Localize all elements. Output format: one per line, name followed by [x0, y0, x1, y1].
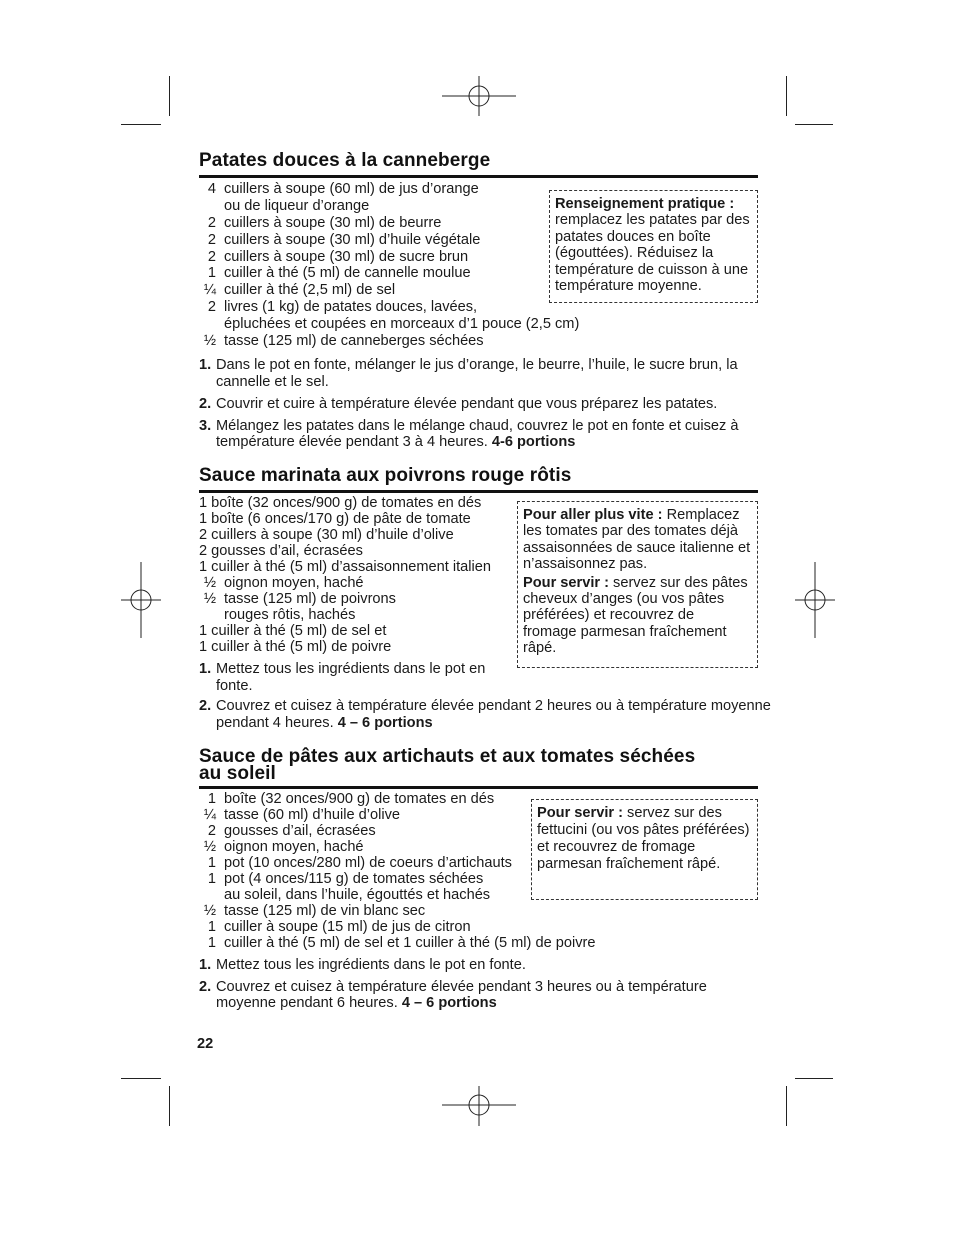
tip-label: Renseignement pratique :: [555, 196, 735, 212]
ingredient-line: 1 cuiller à thé (5 ml) de sel et 1 cuiller à thé (5 ml) de poivre: [207, 935, 596, 951]
ingredient-line: épluchées et coupées en morceaux d’1 pouce (2,5 cm): [224, 316, 580, 333]
crop-mark: [795, 1078, 833, 1079]
ingredient-line: ½ oignon moyen, haché: [203, 839, 364, 855]
step-item: 2. Couvrez et cuisez à température élevée pendant 3 heures ou à température moyenne pendant 6 heures. 4 – 6 portions: [199, 978, 707, 1012]
ingredient-line: 1 cuiller à thé (5 ml) de poivre: [199, 639, 392, 655]
tip-box: [531, 799, 758, 900]
yield-label: 4-6 portions: [491, 434, 576, 451]
ingredient-line: 2 gousses d’ail, écrasées: [199, 543, 363, 559]
ingredient-line: 1 boîte (32 onces/900 g) de tomates en dés: [207, 791, 495, 807]
ingredient-line: 1 pot (4 onces/115 g) de tomates séchées: [207, 871, 484, 887]
ingredient-line: ½ tasse (125 ml) de poivrons: [203, 591, 396, 607]
registration-mark-icon: [442, 1086, 516, 1126]
crop-mark: [121, 124, 161, 125]
yield-label: 4 – 6 portions: [337, 714, 433, 731]
crop-mark: [169, 1086, 170, 1126]
ingredient-line: 2 cuillers à soupe (30 ml) d’huile végétale: [207, 231, 481, 248]
tip-label: Pour aller plus vite :: [523, 507, 663, 523]
tip-box: [549, 190, 758, 303]
ingredient-line: ou de liqueur d’orange: [224, 197, 370, 214]
tip-text: Pour servir : servez sur des fettucini (ou vos pâtes préférées) et recouvrez de fromage parmesan fraîchement râpé.: [537, 805, 750, 872]
tip-text: Pour aller plus vite : Remplacez les tomates par des tomates déjà assaisonnées de sauce italienne et n’assaisonnez pas.: [523, 507, 751, 573]
title-rule: [199, 175, 758, 178]
ingredient-line: 1 pot (10 onces/280 ml) de coeurs d’artichauts: [207, 855, 512, 871]
ingredient-line: 1 cuiller à thé (5 ml) d’assaisonnement italien: [199, 559, 492, 575]
registration-mark-icon: [121, 562, 161, 638]
page-number: 22: [197, 1036, 214, 1052]
recipe-title: Sauce marinata aux poivrons rouge rôtis: [199, 465, 572, 486]
ingredient-line: au soleil, dans l’huile, égouttés et hachés: [224, 887, 491, 903]
ingredient-line: 1 cuiller à thé (5 ml) de sel et: [199, 623, 387, 639]
step-item: 2. Couvrez et cuisez à température élevée pendant 2 heures ou à température moyenne pendant 4 heures. 4 – 6 portions: [199, 698, 771, 731]
ingredient-line: ¼ cuiller à thé (2,5 ml) de sel: [203, 282, 396, 299]
ingredient-line: ½ tasse (125 ml) de canneberges séchées: [203, 333, 484, 350]
step-item: 2. Couvrir et cuire à température élevée pendant que vous préparez les patates.: [199, 396, 718, 413]
ingredient-line: ½ oignon moyen, haché: [203, 575, 364, 591]
ingredient-line: 2 cuillers à soupe (30 ml) de sucre brun: [207, 248, 469, 265]
ingredient-line: rouges rôtis, hachés: [224, 607, 356, 623]
tip-label: Pour servir :: [537, 805, 623, 821]
step-list: [199, 957, 758, 1012]
step-list: [199, 357, 758, 451]
ingredient-line: 2 gousses d’ail, écrasées: [207, 823, 376, 839]
tip-text: Renseignement pratique : remplacez les patates par des patates douces en boîte (égouttées). Réduisez la température de cuisson à une température moyenne.: [555, 196, 750, 295]
tip-label: Pour servir :: [523, 574, 609, 591]
ingredient-line: 2 livres (1 kg) de patates douces, lavées,: [207, 299, 478, 316]
ingredient-line: 1 cuiller à soupe (15 ml) de jus de citron: [207, 919, 471, 935]
title-rule: [199, 786, 758, 789]
ingredient-line: 2 cuillers à soupe (30 ml) d’huile d’olive: [199, 527, 454, 543]
tip-text: Pour servir : servez sur des pâtes cheveux d’anges (ou vos pâtes préférées) et recouvrez de fromage parmesan fraîchement râpé.: [523, 574, 748, 657]
ingredient-line: 2 cuillers à soupe (30 ml) de beurre: [207, 214, 442, 231]
recipe-title: Patates douces à la canneberge: [199, 150, 491, 171]
ingredient-line: ½ tasse (125 ml) de vin blanc sec: [203, 903, 426, 919]
registration-mark-icon: [442, 76, 516, 116]
title-rule: [199, 490, 758, 493]
crop-mark: [169, 76, 170, 116]
yield-label: 4 – 6 portions: [401, 995, 497, 1012]
ingredient-line: 1 cuiller à thé (5 ml) de cannelle moulue: [207, 265, 471, 282]
ingredient-list: [199, 495, 515, 655]
step-item: 1. Mettez tous les ingrédients dans le pot en fonte.: [199, 661, 486, 694]
ingredient-line: 1 boîte (32 onces/900 g) de tomates en dés: [199, 495, 482, 511]
crop-mark: [786, 76, 787, 116]
recipe-title: Sauce de pâtes aux artichauts et aux tomates séchées au soleil: [199, 746, 696, 784]
crop-mark: [121, 1078, 161, 1079]
step-item: 3. Mélangez les patates dans le mélange chaud, couvrez le pot en fonte et cuisez à température élevée pendant 3 à 4 heures. 4-6 portions: [199, 417, 739, 451]
ingredient-line: 4 cuillers à soupe (60 ml) de jus d’orange: [207, 181, 479, 197]
tip-box: [517, 501, 758, 668]
step-item: 1. Dans le pot en fonte, mélanger le jus d’orange, le beurre, l’huile, le sucre brun, la cannelle et le sel.: [199, 357, 738, 390]
registration-mark-icon: [795, 562, 835, 638]
crop-mark: [795, 124, 833, 125]
ingredient-line: ¼ tasse (60 ml) d’huile d’olive: [203, 807, 401, 823]
ingredient-line: 1 boîte (6 onces/170 g) de pâte de tomate: [199, 511, 471, 527]
crop-mark: [786, 1086, 787, 1126]
step-item: 1. Mettez tous les ingrédients dans le pot en fonte.: [199, 957, 526, 973]
